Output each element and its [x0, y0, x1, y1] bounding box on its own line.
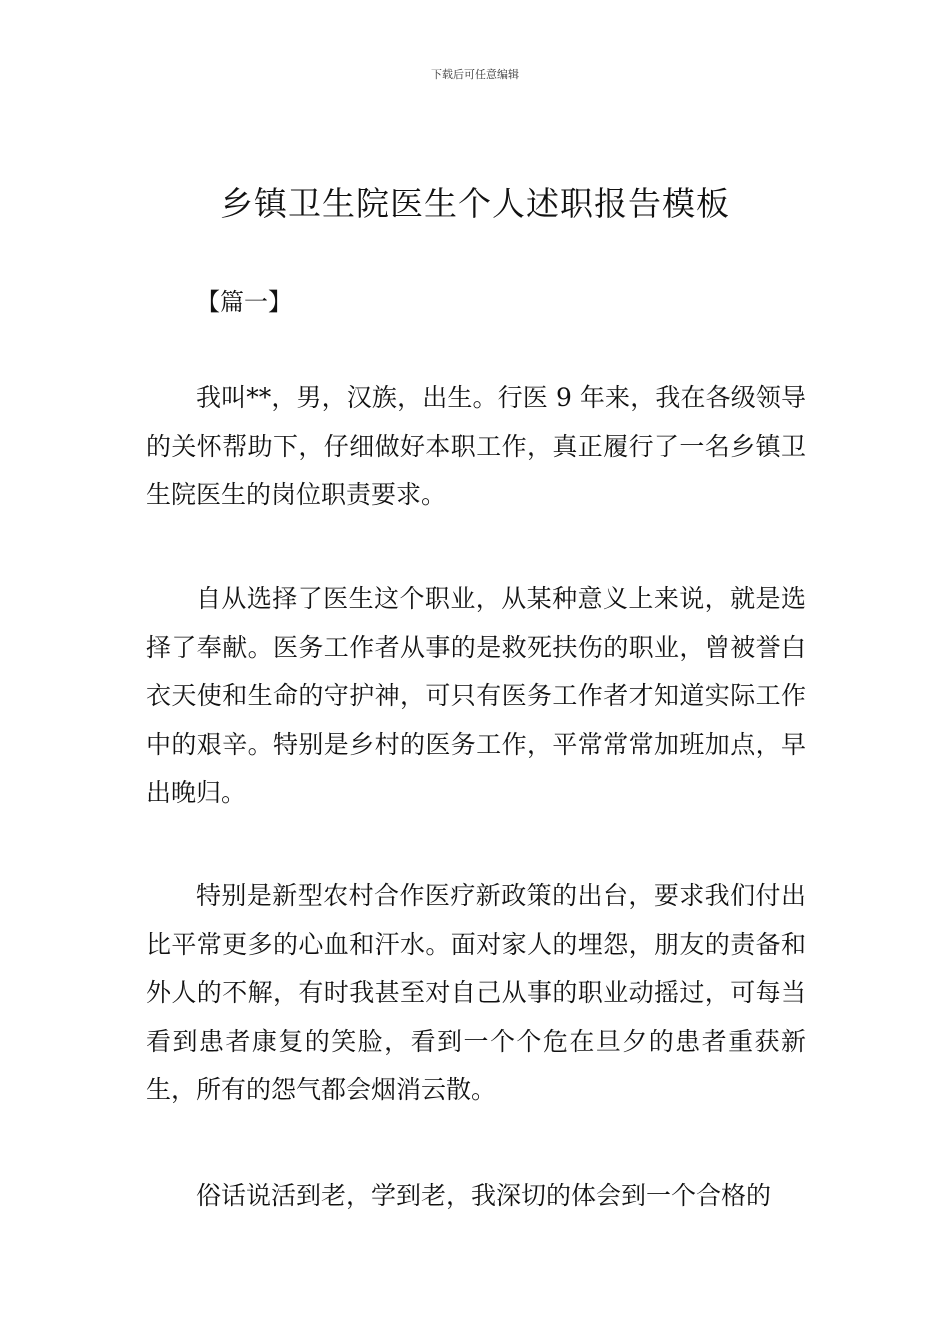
download-note: 下载后可任意编辑: [431, 68, 519, 81]
paragraph: 俗话说活到老，学到老，我深切的体会到一个合格的: [196, 1181, 772, 1210]
paragraph: 自从选择了医生这个职业，从某种意义上来说，就是选择了奉献。医务工作者从事的是救死扶伤的职业，曾被誉白衣天使和生命的守护神，可只有医务工作者才知道实际工作中的艰辛。特别是乡村的医务工作，平常常常加班加点，早出晚归。: [146, 584, 806, 807]
document-title: 乡镇卫生院医生个人述职报告模板: [220, 184, 730, 223]
paragraph: 特别是新型农村合作医疗新政策的出台，要求我们付出比平常更多的心血和汗水。面对家人的埋怨，朋友的责备和外人的不解，有时我甚至对自己从事的职业动摇过，可每当看到患者康复的笑脸，看到一个个危在旦夕的患者重获新生，所有的怨气都会烟消云散。: [146, 881, 806, 1104]
section-label: 【篇一】: [196, 288, 292, 316]
paragraph: 我叫**，男，汉族，出生。行医 9 年来，我在各级领导的关怀帮助下，仔细做好本职工作，真正履行了一名乡镇卫生院医生的岗位职责要求。: [146, 383, 806, 509]
